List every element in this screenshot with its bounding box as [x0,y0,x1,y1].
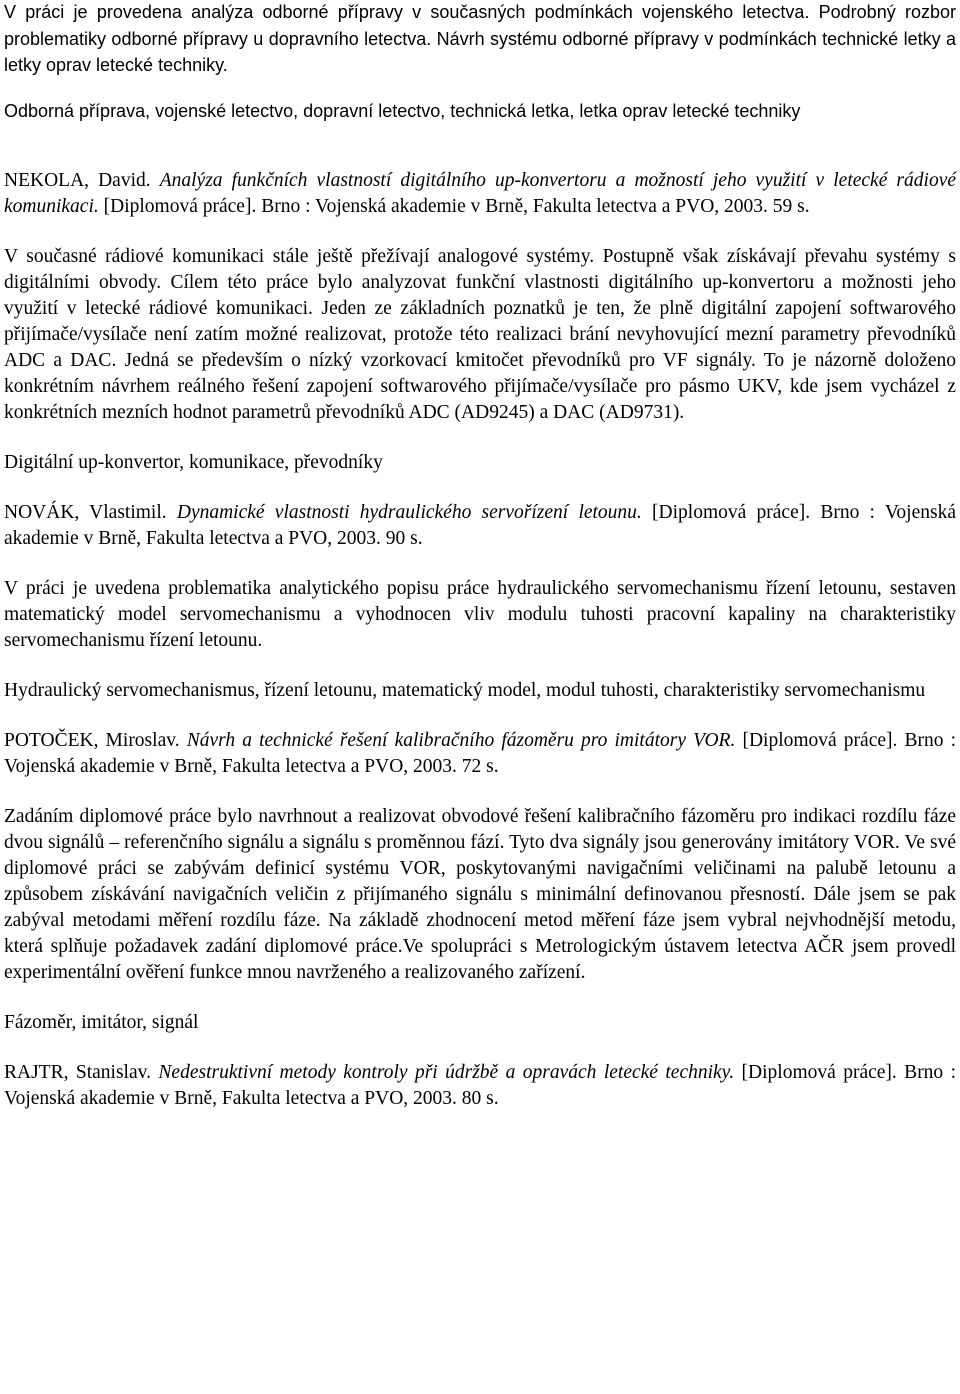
citation-author: RAJTR, Stanislav. [4,1062,151,1083]
citation-title: Nedestruktivní metody kontroly při údržbě a opravách letecké techniky. [158,1062,735,1083]
abstract-nekola: V současné rádiové komunikaci stále ještě přežívají analogové systémy. Postupně však získávají převahu systémy s digitálními obvody. Cílem této práce bylo analyzovat funkční vlastnosti digitálního up-konvertoru a možnosti jeho využití v letecké rádiové komunikaci. Jeden ze základních poznatků je ten, že plně digitální zapojení softwarového přijímače/vysílače není zatím možné realizovat, protože této realizaci brání nevyhovující mezní parametry převodníků ADC a DAC. Jedná se především o nízký vzorkovací kmitočet převodníků pro VF signály. To je názorně doloženo konkrétním návrhem reálného řešení zapojení softwarového přijímače/vysílače pro pásmo UKV, kde jsem vycházel z konkrétních mezních hodnot parametrů převodníků ADC (AD9245) a DAC (AD9731). [4,246,956,423]
citation-author: NEKOLA, David. [4,170,151,191]
citation-title: Dynamické vlastnosti hydraulického servořízení letounu. [176,502,642,523]
keywords-potocek: Fázoměr, imitátor, signál [4,1012,199,1033]
citation-details: [Diplomová práce]. Brno : Vojenská akademie v Brně, Fakulta letectva a PVO, 2003. 72 s. [4,730,957,777]
citation-title: Návrh a technické řešení kalibračního fázoměru pro imitátory VOR. [186,730,736,751]
abstract-potocek: Zadáním diplomové práce bylo navrhnout a realizovat obvodové řešení kalibračního fázoměru pro indikaci rozdílu fáze dvou signálů – referenčního signálu a signálu s proměnnou fází. Tyto dva signály jsou generovány imitátory VOR. Ve své diplomové práci se zabývám definicí systému VOR, poskytovanými navigačními veličinami na palubě letounu a způsobem získávání navigačních veličin z přijímaného signálu s minimální definovanou přesností. Dále jsem se pak zabýval metodami měření rozdílu fáze. Na základě zhodnocení metod měření fáze jsem vybral nejvhodnější metodu, která splňuje požadavek zadání diplomové práce.Ve spolupráci s Metrologickým ústavem letectva AČR jsem provedl experimentální ověření funkce mnou navrženého a realizovaného zařízení. [4,806,956,983]
intro-abstract: V práci je provedena analýza odborné přípravy v současných podmínkách vojenského letectva. Podrobný rozbor problematiky odborné přípravy u dopravního letectva. Návrh systému odborné přípravy v podmínkách technické letky a letky oprav letecké techniky. [4,2,956,75]
document-page [4,0,956,1112]
intro-keywords: Odborná příprava, vojenské letectvo, dopravní letectvo, technická letka, letka oprav letecké techniky [4,100,801,121]
citation-potocek [4,728,956,780]
citation-details: [Diplomová práce]. Brno : Vojenská akademie v Brně, Fakulta letectva a PVO, 2003. 80 s. [4,1062,957,1109]
citation-details: [Diplomová práce]. Brno : Vojenská akademie v Brně, Fakulta letectva a PVO, 2003. 59 s. [103,196,810,217]
citation-nekola [4,168,956,220]
citation-title: Analýza funkčních vlastností digitálního up-konvertoru a možností jeho využití v letecké rádiové komunikaci. [4,170,956,217]
citation-author: POTOČEK, Miroslav. [4,730,180,751]
keywords-nekola: Digitální up-konvertor, komunikace, převodníky [4,452,383,473]
keywords-novak: Hydraulický servomechanismus, řízení letounu, matematický model, modul tuhosti, charakteristiky servomechanismu [4,680,926,701]
citation-author: NOVÁK, Vlastimil. [4,502,167,523]
citation-details: [Diplomová práce]. Brno : Vojenská akademie v Brně, Fakulta letectva a PVO, 2003. 90 s. [4,502,956,549]
citation-novak [4,500,956,552]
citation-rajtr [4,1060,956,1112]
abstract-novak: V práci je uvedena problematika analytického popisu práce hydraulického servomechanismu řízení letounu, sestaven matematický model servomechanismu a vyhodnocen vliv modulu tuhosti pracovní kapaliny na charakteristiky servomechanismu řízení letounu. [4,578,956,651]
